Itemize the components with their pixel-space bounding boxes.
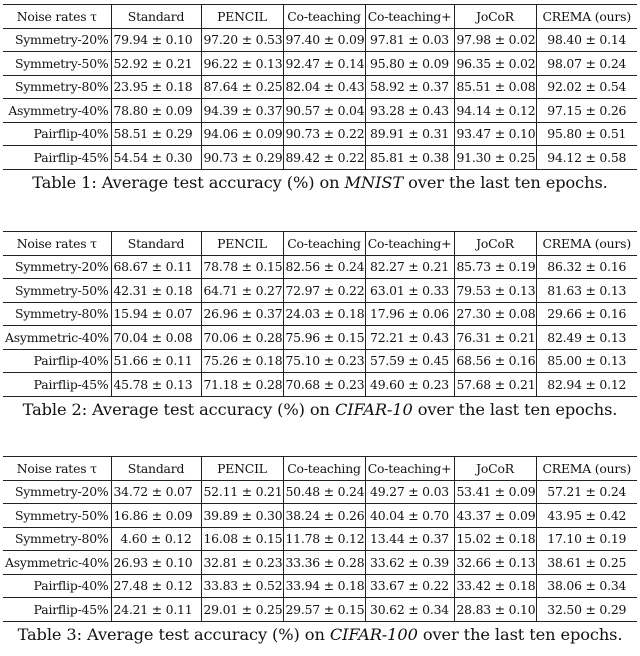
best-value: 86.32 xyxy=(547,259,582,275)
row-label: Asymmetric-40% xyxy=(3,326,111,350)
cell-crema xyxy=(536,146,637,170)
best-value: 17.10 xyxy=(547,531,582,547)
cell-co-teaching-plus: 33.67 ± 0.22 xyxy=(365,574,454,598)
cell-co-teaching: 75.96 ± 0.15 xyxy=(283,326,365,350)
best-std: ± 0.16 xyxy=(581,306,627,322)
table-row xyxy=(3,255,637,279)
best-std: ± 0.19 xyxy=(581,531,627,547)
best-std: ± 0.13 xyxy=(581,353,627,369)
cell-crema xyxy=(536,279,637,303)
table-1-block xyxy=(3,4,637,192)
cell-jocor: 68.56 ± 0.16 xyxy=(454,349,536,373)
row-label: Asymmetry-40% xyxy=(3,99,111,123)
cell-pencil: 33.83 ± 0.52 xyxy=(201,574,283,598)
best-value: 82.94 xyxy=(547,376,582,392)
header-jocor: JoCoR xyxy=(454,232,536,256)
cell-jocor: 85.51 ± 0.08 xyxy=(454,75,536,99)
best-std: ± 0.34 xyxy=(581,578,627,594)
table-3-block xyxy=(3,456,637,644)
header-co-teaching-plus: Co-teaching+ xyxy=(365,232,454,256)
row-label: Pairflip-45% xyxy=(3,598,111,622)
cell-pencil: 71.18 ± 0.28 xyxy=(201,373,283,397)
row-label: Pairflip-40% xyxy=(3,349,111,373)
header-jocor: JoCoR xyxy=(454,5,536,29)
cell-crema xyxy=(536,302,637,326)
cell-co-teaching-plus: 72.21 ± 0.43 xyxy=(365,326,454,350)
table-caption xyxy=(3,625,637,644)
cell-standard: 15.94 ± 0.07 xyxy=(111,302,201,326)
cell-pencil: 70.06 ± 0.28 xyxy=(201,326,283,350)
best-std: ± 0.26 xyxy=(581,102,627,118)
row-label: Symmetry-50% xyxy=(3,279,111,303)
cell-standard: 79.94 ± 0.10 xyxy=(111,28,201,52)
header-pencil: PENCIL xyxy=(201,457,283,481)
table-row xyxy=(3,52,637,76)
cell-jocor: 94.14 ± 0.12 xyxy=(454,99,536,123)
cell-crema xyxy=(536,52,637,76)
cell-co-teaching-plus: 63.01 ± 0.33 xyxy=(365,279,454,303)
header-jocor: JoCoR xyxy=(454,457,536,481)
row-label: Asymmetric-40% xyxy=(3,551,111,575)
table-row xyxy=(3,279,637,303)
cell-jocor: 76.31 ± 0.21 xyxy=(454,326,536,350)
best-std: ± 0.25 xyxy=(581,554,627,570)
best-value: 81.63 xyxy=(547,282,582,298)
caption-dataset: MNIST xyxy=(344,172,404,192)
caption-text-end: over the last ten epochs. xyxy=(417,624,623,644)
cell-crema xyxy=(536,349,637,373)
header-standard: Standard xyxy=(111,5,201,29)
row-label: Pairflip-45% xyxy=(3,373,111,397)
cell-crema xyxy=(536,326,637,350)
cell-co-teaching-plus: 17.96 ± 0.06 xyxy=(365,302,454,326)
header-co-teaching-plus: Co-teaching+ xyxy=(365,457,454,481)
cell-jocor: 96.35 ± 0.02 xyxy=(454,52,536,76)
cell-pencil: 29.01 ± 0.25 xyxy=(201,598,283,622)
cell-jocor: 91.30 ± 0.25 xyxy=(454,146,536,170)
cell-standard: 4.60 ± 0.12 xyxy=(111,527,201,551)
cell-co-teaching: 33.94 ± 0.18 xyxy=(283,574,365,598)
row-label: Pairflip-40% xyxy=(3,574,111,598)
caption-dataset: CIFAR-100 xyxy=(329,624,418,644)
best-value: 95.80 xyxy=(547,126,582,142)
best-value: 98.40 xyxy=(547,32,582,48)
cell-crema xyxy=(536,28,637,52)
table-row xyxy=(3,28,637,52)
caption-text-end: over the last ten epochs. xyxy=(412,399,618,419)
cell-co-teaching: 11.78 ± 0.12 xyxy=(283,527,365,551)
best-std: ± 0.12 xyxy=(581,376,627,392)
cell-crema xyxy=(536,504,637,528)
cell-co-teaching: 90.57 ± 0.04 xyxy=(283,99,365,123)
cell-co-teaching: 50.48 ± 0.24 xyxy=(283,480,365,504)
cell-standard: 16.86 ± 0.09 xyxy=(111,504,201,528)
caption-text: Table 2: Average test accuracy (%) on xyxy=(22,399,335,419)
best-value: 85.00 xyxy=(547,353,582,369)
cell-jocor: 15.02 ± 0.18 xyxy=(454,527,536,551)
results-table-2 xyxy=(3,231,637,397)
cell-standard: 34.72 ± 0.07 xyxy=(111,480,201,504)
cell-pencil: 39.89 ± 0.30 xyxy=(201,504,283,528)
caption-text: Table 1: Average test accuracy (%) on xyxy=(32,172,345,192)
cell-co-teaching: 92.47 ± 0.14 xyxy=(283,52,365,76)
cell-crema xyxy=(536,255,637,279)
cell-co-teaching: 33.36 ± 0.28 xyxy=(283,551,365,575)
header-crema: CREMA (ours) xyxy=(536,5,637,29)
best-value: 43.95 xyxy=(547,507,582,523)
cell-pencil: 64.71 ± 0.27 xyxy=(201,279,283,303)
cell-co-teaching-plus: 82.27 ± 0.21 xyxy=(365,255,454,279)
results-table-1 xyxy=(3,4,637,170)
cell-pencil: 94.39 ± 0.37 xyxy=(201,99,283,123)
best-std: ± 0.24 xyxy=(581,484,627,500)
header-co-teaching-plus: Co-teaching+ xyxy=(365,5,454,29)
row-label: Symmetry-50% xyxy=(3,504,111,528)
cell-pencil: 75.26 ± 0.18 xyxy=(201,349,283,373)
cell-pencil: 94.06 ± 0.09 xyxy=(201,122,283,146)
cell-co-teaching: 97.40 ± 0.09 xyxy=(283,28,365,52)
cell-co-teaching: 82.56 ± 0.24 xyxy=(283,255,365,279)
cell-crema xyxy=(536,99,637,123)
best-std: ± 0.42 xyxy=(581,507,627,523)
header-standard: Standard xyxy=(111,232,201,256)
cell-co-teaching-plus: 49.60 ± 0.23 xyxy=(365,373,454,397)
table-row xyxy=(3,302,637,326)
table-row xyxy=(3,99,637,123)
cell-jocor: 32.66 ± 0.13 xyxy=(454,551,536,575)
cell-jocor: 85.73 ± 0.19 xyxy=(454,255,536,279)
table-row xyxy=(3,504,637,528)
cell-jocor: 27.30 ± 0.08 xyxy=(454,302,536,326)
cell-co-teaching: 90.73 ± 0.22 xyxy=(283,122,365,146)
cell-co-teaching-plus: 57.59 ± 0.45 xyxy=(365,349,454,373)
cell-jocor: 97.98 ± 0.02 xyxy=(454,28,536,52)
row-label: Symmetry-80% xyxy=(3,302,111,326)
table-row xyxy=(3,551,637,575)
row-label: Symmetry-20% xyxy=(3,28,111,52)
cell-standard: 26.93 ± 0.10 xyxy=(111,551,201,575)
cell-co-teaching: 24.03 ± 0.18 xyxy=(283,302,365,326)
cell-standard: 27.48 ± 0.12 xyxy=(111,574,201,598)
header-co-teaching: Co-teaching xyxy=(283,232,365,256)
caption-text: Table 3: Average test accuracy (%) on xyxy=(17,624,330,644)
cell-standard: 51.66 ± 0.11 xyxy=(111,349,201,373)
cell-co-teaching: 72.97 ± 0.22 xyxy=(283,279,365,303)
cell-pencil: 32.81 ± 0.23 xyxy=(201,551,283,575)
cell-co-teaching: 75.10 ± 0.23 xyxy=(283,349,365,373)
cell-jocor: 33.42 ± 0.18 xyxy=(454,574,536,598)
cell-crema xyxy=(536,574,637,598)
table-row xyxy=(3,480,637,504)
cell-co-teaching-plus: 33.62 ± 0.39 xyxy=(365,551,454,575)
table-row xyxy=(3,146,637,170)
header-co-teaching: Co-teaching xyxy=(283,5,365,29)
row-label: Pairflip-45% xyxy=(3,146,111,170)
cell-standard: 58.51 ± 0.29 xyxy=(111,122,201,146)
best-std: ± 0.29 xyxy=(581,601,627,617)
table-row xyxy=(3,574,637,598)
cell-standard: 42.31 ± 0.18 xyxy=(111,279,201,303)
cell-standard: 52.92 ± 0.21 xyxy=(111,52,201,76)
cell-standard: 54.54 ± 0.30 xyxy=(111,146,201,170)
cell-crema xyxy=(536,598,637,622)
table-caption xyxy=(3,173,637,192)
cell-co-teaching-plus: 49.27 ± 0.03 xyxy=(365,480,454,504)
cell-co-teaching-plus: 95.80 ± 0.09 xyxy=(365,52,454,76)
best-std: ± 0.58 xyxy=(581,149,627,165)
best-std: ± 0.24 xyxy=(581,55,627,71)
best-value: 57.21 xyxy=(547,484,582,500)
cell-jocor: 43.37 ± 0.09 xyxy=(454,504,536,528)
table-row xyxy=(3,122,637,146)
cell-co-teaching: 29.57 ± 0.15 xyxy=(283,598,365,622)
cell-standard: 70.04 ± 0.08 xyxy=(111,326,201,350)
best-std: ± 0.51 xyxy=(581,126,627,142)
cell-jocor: 53.41 ± 0.09 xyxy=(454,480,536,504)
cell-pencil: 96.22 ± 0.13 xyxy=(201,52,283,76)
best-value: 82.49 xyxy=(547,329,582,345)
best-value: 38.61 xyxy=(547,554,582,570)
row-label: Pairflip-40% xyxy=(3,122,111,146)
cell-crema xyxy=(536,527,637,551)
best-value: 98.07 xyxy=(547,55,582,71)
cell-pencil: 16.08 ± 0.15 xyxy=(201,527,283,551)
best-value: 97.15 xyxy=(547,102,582,118)
cell-pencil: 97.20 ± 0.53 xyxy=(201,28,283,52)
header-crema: CREMA (ours) xyxy=(536,232,637,256)
best-std: ± 0.14 xyxy=(581,32,627,48)
header-noise-rates: Noise rates τ xyxy=(3,232,111,256)
table-row xyxy=(3,598,637,622)
header-noise-rates: Noise rates τ xyxy=(3,5,111,29)
results-table-3 xyxy=(3,456,637,622)
cell-standard: 45.78 ± 0.13 xyxy=(111,373,201,397)
cell-pencil: 26.96 ± 0.37 xyxy=(201,302,283,326)
row-label: Symmetry-20% xyxy=(3,255,111,279)
table-caption xyxy=(3,400,637,419)
cell-crema xyxy=(536,480,637,504)
table-row xyxy=(3,527,637,551)
cell-co-teaching: 82.04 ± 0.43 xyxy=(283,75,365,99)
caption-text-end: over the last ten epochs. xyxy=(403,172,608,192)
caption-dataset: CIFAR-10 xyxy=(334,399,413,419)
cell-pencil: 87.64 ± 0.25 xyxy=(201,75,283,99)
cell-co-teaching-plus: 40.04 ± 0.70 xyxy=(365,504,454,528)
best-std: ± 0.13 xyxy=(581,282,627,298)
best-value: 32.50 xyxy=(547,601,582,617)
row-label: Symmetry-50% xyxy=(3,52,111,76)
cell-standard: 68.67 ± 0.11 xyxy=(111,255,201,279)
cell-crema xyxy=(536,373,637,397)
table-header-row xyxy=(3,232,637,256)
best-std: ± 0.13 xyxy=(581,329,627,345)
header-standard: Standard xyxy=(111,457,201,481)
best-value: 38.06 xyxy=(547,578,582,594)
table-row xyxy=(3,349,637,373)
cell-crema xyxy=(536,75,637,99)
header-noise-rates: Noise rates τ xyxy=(3,457,111,481)
cell-co-teaching: 89.42 ± 0.22 xyxy=(283,146,365,170)
row-label: Symmetry-20% xyxy=(3,480,111,504)
cell-standard: 23.95 ± 0.18 xyxy=(111,75,201,99)
cell-jocor: 57.68 ± 0.21 xyxy=(454,373,536,397)
header-crema: CREMA (ours) xyxy=(536,457,637,481)
cell-co-teaching-plus: 93.28 ± 0.43 xyxy=(365,99,454,123)
best-std: ± 0.16 xyxy=(581,259,627,275)
cell-co-teaching-plus: 85.81 ± 0.38 xyxy=(365,146,454,170)
header-pencil: PENCIL xyxy=(201,232,283,256)
cell-co-teaching-plus: 97.81 ± 0.03 xyxy=(365,28,454,52)
table-row xyxy=(3,75,637,99)
best-value: 94.12 xyxy=(547,149,582,165)
cell-crema xyxy=(536,122,637,146)
cell-standard: 78.80 ± 0.09 xyxy=(111,99,201,123)
header-pencil: PENCIL xyxy=(201,5,283,29)
cell-pencil: 78.78 ± 0.15 xyxy=(201,255,283,279)
best-value: 29.66 xyxy=(547,306,582,322)
cell-jocor: 79.53 ± 0.13 xyxy=(454,279,536,303)
cell-co-teaching: 70.68 ± 0.23 xyxy=(283,373,365,397)
cell-co-teaching-plus: 58.92 ± 0.37 xyxy=(365,75,454,99)
cell-pencil: 90.73 ± 0.29 xyxy=(201,146,283,170)
cell-standard: 24.21 ± 0.11 xyxy=(111,598,201,622)
table-header-row xyxy=(3,5,637,29)
row-label: Symmetry-80% xyxy=(3,527,111,551)
cell-crema xyxy=(536,551,637,575)
cell-co-teaching-plus: 13.44 ± 0.37 xyxy=(365,527,454,551)
table-2-block xyxy=(3,231,637,419)
cell-jocor: 28.83 ± 0.10 xyxy=(454,598,536,622)
best-value: 92.02 xyxy=(547,79,582,95)
cell-co-teaching: 38.24 ± 0.26 xyxy=(283,504,365,528)
table-header-row xyxy=(3,457,637,481)
cell-pencil: 52.11 ± 0.21 xyxy=(201,480,283,504)
best-std: ± 0.54 xyxy=(581,79,627,95)
row-label: Symmetry-80% xyxy=(3,75,111,99)
header-co-teaching: Co-teaching xyxy=(283,457,365,481)
table-row xyxy=(3,373,637,397)
table-row xyxy=(3,326,637,350)
cell-co-teaching-plus: 89.91 ± 0.31 xyxy=(365,122,454,146)
cell-jocor: 93.47 ± 0.10 xyxy=(454,122,536,146)
cell-co-teaching-plus: 30.62 ± 0.34 xyxy=(365,598,454,622)
